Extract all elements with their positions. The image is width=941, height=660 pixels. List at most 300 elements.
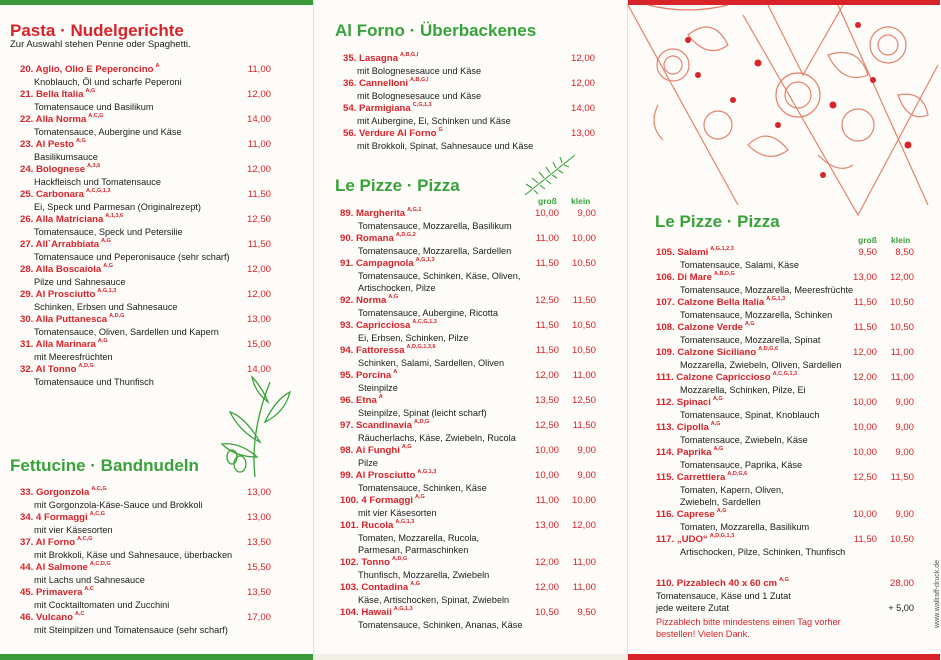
alforno-section-title: Al Forno · Überbackenes (335, 21, 537, 40)
pizza-item-row (340, 320, 596, 332)
pizza-item-desc: Artischocken, Pilze (358, 283, 436, 293)
menu-item-title (20, 114, 104, 125)
pizza-item-allergens: A,D,G,2 (395, 232, 416, 238)
menu-item-allergens: A,C (74, 611, 85, 617)
pizzablech-extra-price: + 5,00 (888, 603, 914, 613)
menu-item-name: 35. Lasagna (343, 53, 398, 64)
menu-item-row (20, 289, 275, 301)
pizza-item-desc: Pilze (358, 458, 378, 468)
pizza-item-name: 92. Norma (340, 295, 387, 306)
pizza-item-row (656, 472, 914, 484)
pizza-price-klein: 9,00 (895, 509, 914, 520)
pizza-item-name: 93. Capricciosa (340, 320, 411, 331)
menu-item-desc: mit Aubergine, Ei, Schinken und Käse (357, 116, 511, 126)
menu-item-title (20, 537, 92, 548)
alforno-list (343, 53, 595, 153)
pizza-item-name: 99. Al Prosciutto (340, 470, 416, 481)
menu-item-allergens: A,G (103, 263, 114, 269)
pizza-item-allergens: A,G (712, 396, 723, 402)
menu-item (20, 64, 275, 88)
pizza-item-desc: Ei, Erbsen, Schinken, Pilze (358, 333, 469, 343)
menu-item-title (20, 164, 100, 175)
pizza-item-desc: Tomaten, Mozzarella, Rucola, (358, 533, 480, 543)
menu-item-desc: Tomatensauce und Peperonisauce (sehr scharf) (34, 252, 230, 262)
pizza-item-desc: mit vier Käsesorten (358, 508, 437, 518)
menu-item-row (20, 164, 275, 176)
menu-item-name: 28. Alla Boscaiola (20, 264, 102, 275)
pizza-item-name: 112. Spinaci (656, 397, 711, 408)
pizza-item-row (656, 322, 914, 334)
menu-item-name: 44. Al Salmone (20, 562, 88, 573)
rosemary-sprig-icon (520, 150, 580, 200)
pizza-price-klein: 8,50 (895, 247, 914, 258)
menu-item-price: 13,50 (246, 587, 271, 598)
menu-item-desc: mit Meeresfrüchten (34, 352, 113, 362)
menu-item-allergens: C,G,1,3 (412, 102, 432, 108)
pizza-item-desc: Tomatensauce, Mozzarella, Spinat (680, 335, 821, 345)
pizza-item-title (340, 420, 429, 431)
menu-item-name: 33. Gorgonzola (20, 487, 90, 498)
pizza-item (340, 557, 596, 581)
pizza-price-klein: 10,50 (889, 297, 914, 308)
pizza-price-gross: 11,50 (853, 297, 877, 308)
pizza2-col-gross: groß (858, 235, 877, 245)
menu-item-allergens: A,D,G (109, 313, 125, 319)
pizza-item-name: 116. Caprese (656, 509, 715, 520)
pizza-item-title (656, 372, 797, 383)
menu-item-row (343, 103, 595, 115)
menu-item-title (343, 78, 428, 89)
pizza-price-klein: 10,50 (571, 345, 596, 356)
menu-item-desc: mit Steinpilzen und Tomatensauce (sehr scharf) (34, 625, 228, 635)
menu-item-title (20, 214, 123, 225)
pizza-item-name: 101. Rucola (340, 520, 394, 531)
pizza-item-desc: Mozzarella, Zwiebeln, Oliven, Sardellen (680, 360, 842, 370)
menu-item-price: 11,00 (247, 139, 271, 150)
menu-item (20, 612, 275, 636)
pizza-item-allergens: A,C,G,1,3 (772, 371, 798, 377)
pizza-item-desc: Tomatensauce, Mozzarella, Sardellen (358, 246, 512, 256)
menu-item-price: 12,00 (246, 89, 271, 100)
menu-item (20, 512, 275, 536)
pizza-item (656, 322, 914, 346)
pizza-item-allergens: A,G,1,3 (395, 519, 415, 525)
menu-item-title (20, 587, 94, 598)
menu-item-name: 54. Parmigiana (343, 103, 411, 114)
menu-item-title (20, 139, 86, 150)
pizza-item-desc: Tomatensauce, Zwiebeln, Käse (680, 435, 808, 445)
pizza-item (656, 272, 914, 296)
pizza-price-gross: 10,00 (852, 509, 877, 520)
pizza-item-name: 107. Calzone Bella Italia (656, 297, 765, 308)
pizza-item-title (340, 370, 397, 381)
pizza-item-desc: Tomatensauce, Mozzarella, Meeresfrüchte (680, 285, 854, 295)
pizza-item-name: 114. Paprika (656, 447, 712, 458)
pizza-item-desc: Steinpilze, Spinat (leicht scharf) (358, 408, 487, 418)
menu-item-name: 56. Verdure Al Forno (343, 128, 437, 139)
pizza-price-gross: 10,00 (852, 422, 877, 433)
pizza-price-gross: 12,00 (852, 372, 877, 383)
pizza-item-allergens: A,D,G,6 (758, 346, 779, 352)
menu-item-allergens: A,C,G (88, 113, 104, 119)
menu-item-name: 29. Al Prosciutto (20, 289, 96, 300)
menu-item-title (343, 103, 432, 114)
pizza-item-title (656, 447, 723, 458)
pizza-item-allergens: A,G (410, 581, 421, 587)
menu-item-title (20, 264, 113, 275)
pizza-item-row (340, 345, 596, 357)
pizza-item-desc: Tomatensauce, Paprika, Käse (680, 460, 803, 470)
pizza-item-allergens: A,G,1,3 (766, 296, 786, 302)
pizza-price-klein: 11,00 (572, 557, 596, 568)
menu-item-name: 30. Alla Puttanesca (20, 314, 108, 325)
pizza-item-desc: Räucherlachs, Käse, Zwiebeln, Rucola (358, 433, 516, 443)
pizza-price-gross: 12,50 (534, 420, 559, 431)
pizza1-col-klein: klein (571, 196, 591, 206)
pizza-price-klein: 9,00 (895, 447, 914, 458)
pizza1-col-gross: groß (538, 196, 557, 206)
pizza-item (656, 422, 914, 446)
pizza-item-row (656, 509, 914, 521)
pizza-price-gross: 10,00 (534, 470, 559, 481)
pizza-price-gross: 11,00 (535, 495, 559, 506)
menu-item-price: 15,00 (246, 339, 271, 350)
pizza-item-allergens: A (393, 369, 398, 375)
menu-item-row (20, 512, 275, 524)
pizza-item-allergens: A,G,1,3 (415, 257, 435, 263)
menu-item-desc: mit Brokkoli, Käse und Sahnesauce, überbacken (34, 550, 233, 560)
menu-item-name: 37. Al Forno (20, 537, 76, 548)
pizza-price-gross: 11,50 (535, 320, 559, 331)
pizza-item (656, 534, 914, 558)
pizza-item-allergens: A,G (716, 508, 727, 514)
menu-item-allergens: A,G (76, 138, 86, 144)
menu-item (20, 314, 275, 338)
menu-item-row (20, 239, 275, 251)
pizza-item (340, 208, 596, 232)
menu-item-row (20, 89, 275, 101)
pizza-item-name: 115. Carrettiera (656, 472, 726, 483)
pizza-item-allergens: A,G (415, 494, 425, 500)
pasta-subtitle: Zur Auswahl stehen Penne oder Spaghetti. (10, 39, 191, 50)
pasta-section-title: Pasta · Nudelgerichte (10, 21, 184, 40)
menu-item-allergens: A,C,G (91, 486, 107, 492)
pizza-item-allergens: A,G (744, 321, 755, 327)
pizza-item-row (656, 372, 914, 384)
menu-item (20, 164, 275, 188)
pizza-item-title (340, 258, 435, 269)
menu-item-desc: mit Bolognesesauce und Käse (357, 66, 482, 76)
menu-item-row (20, 139, 275, 151)
pizza-item-name: 117. „UDO“ (656, 534, 708, 545)
pizza-price-gross: 10,00 (852, 397, 877, 408)
pizza-item (340, 470, 596, 494)
pizza-item (656, 509, 914, 533)
menu-item-price: 12,50 (246, 214, 271, 225)
menu-item-price: 11,50 (247, 239, 271, 250)
menu-item-name: 21. Bella Italia (20, 89, 84, 100)
pizza-illustration-icon (628, 5, 940, 215)
pizza-price-klein: 9,00 (895, 397, 914, 408)
pizza-item-name: 103. Contadina (340, 582, 409, 593)
pizza-item-row (656, 297, 914, 309)
menu-item-name: 46. Vulcano (20, 612, 73, 623)
pizza-item-allergens: A,D,G (414, 419, 430, 425)
pizza-item-desc: Tomatensauce, Mozzarella, Basilikum (358, 221, 512, 231)
pizza-price-klein: 11,50 (572, 295, 596, 306)
pasta-list (20, 64, 275, 389)
pizza-item-desc: Tomatensauce, Schinken, Ananas, Käse (358, 620, 523, 630)
pizza-price-klein: 11,00 (890, 347, 914, 358)
pizza-item-row (340, 582, 596, 594)
pizza-item-desc: Käse, Artischocken, Spinat, Zwiebeln (358, 595, 510, 605)
pizza-item-allergens: A,D,G (391, 556, 408, 562)
pizza-price-klein: 11,50 (572, 420, 596, 431)
menu-item (20, 239, 275, 263)
pizza-item-title (656, 247, 734, 258)
menu-item-name: 24. Bolognese (20, 164, 86, 175)
pizza-item (340, 607, 596, 631)
pizza-item-allergens: A (378, 394, 383, 400)
pizza-item-row (340, 420, 596, 432)
pizza-item-title (656, 297, 785, 308)
menu-item-desc: Pilze und Sahnesauce (34, 277, 126, 287)
pizza-item-allergens: A,D,G,6 (727, 471, 748, 477)
pizza-item-allergens: A,G (401, 444, 412, 450)
pizza-item-title (656, 397, 723, 408)
pizza-item-row (340, 445, 596, 457)
pizza-item (656, 397, 914, 421)
pizzablech-note-2: bestellen! Vielen Dank. (656, 629, 750, 639)
menu-item-price: 14,00 (246, 364, 271, 375)
fettucine-list (20, 487, 275, 637)
menu-item-row (343, 128, 595, 140)
menu-item-row (20, 264, 275, 276)
menu-item-title (20, 64, 159, 75)
menu-item-allergens: A,G (85, 88, 96, 94)
pizza-price-gross: 11,00 (535, 233, 559, 244)
menu-item-allergens: A,G,1,3 (97, 288, 117, 294)
pizza-price-klein: 10,50 (889, 322, 914, 333)
menu-item-row (20, 114, 275, 126)
menu-item-price: 12,00 (246, 264, 271, 275)
pizza-item-row (656, 397, 914, 409)
pizza-item-desc: Tomatensauce, Aubergine, Ricotta (358, 308, 498, 318)
menu-item (20, 587, 275, 611)
menu-item-desc: Tomatensauce und Basilikum (34, 102, 154, 112)
menu-item-price: 13,00 (246, 314, 271, 325)
pizza-item (340, 520, 596, 556)
menu-item (20, 364, 275, 388)
pizzablech-note-1: Pizzablech bitte mindestens einen Tag vorher (656, 617, 841, 627)
pizza-price-klein: 10,00 (571, 495, 596, 506)
menu-item-name: 25. Carbonara (20, 189, 84, 200)
pizza-item-name: 100. 4 Formaggi (340, 495, 414, 506)
pizza-item-row (656, 447, 914, 459)
pizza-price-gross: 12,00 (534, 370, 559, 381)
menu-item-title (20, 339, 108, 350)
pizza-item-allergens: A,G,1,3 (417, 469, 437, 475)
pizza-item-title (340, 395, 383, 406)
menu-item-price: 11,50 (247, 189, 271, 200)
menu-item (20, 562, 275, 586)
pizza-item-desc: Steinpilze (358, 383, 398, 393)
menu-item-name: 31. Alla Marinara (20, 339, 96, 350)
pizza-item-title (656, 534, 734, 545)
pizza-item-row (656, 422, 914, 434)
pizza-item-desc: Thunfisch, Mozzarella, Zwiebeln (358, 570, 490, 580)
menu-item-title (343, 128, 443, 139)
pizza-price-gross: 11,50 (535, 258, 559, 269)
pizza-item-row (340, 233, 596, 245)
pizza-price-klein: 9,00 (895, 422, 914, 433)
menu-item-price: 15,50 (246, 562, 271, 573)
pizza-item-allergens: A,G,1 (407, 207, 422, 213)
pizza-price-gross: 10,00 (534, 445, 559, 456)
menu-item-title (20, 487, 107, 498)
pizza-price-gross: 10,00 (852, 447, 877, 458)
menu-item-name: 45. Primavera (20, 587, 83, 598)
pizza-item-name: 96. Etna (340, 395, 377, 406)
menu-item-price: 14,00 (246, 114, 271, 125)
pizza-price-klein: 10,50 (571, 320, 596, 331)
pizza-item-name: 113. Cipolla (656, 422, 709, 433)
pizza-item-title (340, 520, 414, 531)
menu-item (20, 189, 275, 213)
pizza-item-desc: Schinken, Salami, Sardellen, Oliven (358, 358, 505, 368)
pizza-price-klein: 11,50 (890, 472, 914, 483)
menu-item (20, 289, 275, 313)
pizza-item-row (656, 347, 914, 359)
pizza-item-allergens: A,G,1,2,3 (710, 246, 734, 252)
pizza-price-gross: 12,00 (534, 557, 559, 568)
pizza-item-row (340, 520, 596, 532)
pizza-item (656, 472, 914, 508)
pizza1-list (340, 208, 596, 632)
pizza-item (340, 445, 596, 469)
menu-item-title (20, 314, 124, 325)
menu-item-row (20, 562, 275, 574)
menu-item-desc: mit Lachs und Sahnesauce (34, 575, 145, 585)
pizza-item-title (656, 472, 747, 483)
menu-item (20, 264, 275, 288)
pizza-item-allergens: A,B,D,G (714, 271, 735, 277)
menu-item-price: 12,00 (246, 164, 271, 175)
menu-item-row (20, 339, 275, 351)
pizza-item-allergens: A,G,1,3 (393, 606, 413, 612)
pizza-item (340, 495, 596, 519)
pizza-item-allergens: A,D,G,1,3,6 (406, 344, 436, 350)
menu-item-desc: mit Bolognesesauce und Käse (357, 91, 482, 101)
pizza-item-name: 111. Calzone Capriccioso (656, 372, 771, 383)
pizzablech-allergens: A,G (779, 577, 789, 583)
pizza-item-row (340, 395, 596, 407)
pizza-item-allergens: A,D,G,1,3 (709, 533, 735, 539)
pizza-item-title (340, 208, 421, 219)
pizza-item-title (340, 345, 436, 356)
menu-item-price: 12,00 (570, 53, 595, 64)
pizza-item-desc: Tomatensauce, Schinken, Käse (358, 483, 487, 493)
pizza-item-desc: Tomaten, Mozzarella, Basilikum (680, 522, 810, 532)
menu-item-name: 20. Aglio, Olio E Peperoncino (20, 64, 154, 75)
pizza-item-title (340, 557, 407, 568)
pizza-price-klein: 12,00 (889, 272, 914, 283)
menu-item (20, 114, 275, 138)
pizzablech-desc: Tomatensauce, Käse und 1 Zutat (656, 591, 791, 601)
pizza-price-klein: 9,00 (577, 208, 596, 219)
pizza-item (656, 347, 914, 371)
menu-item-desc: Ei, Speck und Parmesan (Originalrezept) (34, 202, 201, 212)
menu-item-price: 13,00 (246, 512, 271, 523)
pizza-item-name: 109. Calzone Siciliano (656, 347, 757, 358)
menu-item-row (20, 364, 275, 376)
pizza-item-row (656, 247, 914, 259)
pizza-item-allergens: A,G (710, 421, 721, 427)
pizza-item (656, 372, 914, 396)
menu-item-desc: Tomatensauce und Thunfisch (34, 377, 154, 387)
menu-item-name: 27. All`Arrabbiata (20, 239, 100, 250)
pizza-item (340, 258, 596, 294)
pizza-price-klein: 10,50 (571, 258, 596, 269)
menu-item-row (20, 612, 275, 624)
menu-item-title (20, 562, 111, 573)
pizza-item-title (656, 347, 778, 358)
menu-item-row (20, 487, 275, 499)
menu-item-title (20, 612, 84, 623)
menu-item-price: 17,00 (246, 612, 271, 623)
menu-item-allergens: A,G (97, 338, 108, 344)
pizza-price-gross: 11,50 (853, 322, 877, 333)
pizza-item-name: 98. Ai Funghi (340, 445, 400, 456)
pizza-item (340, 233, 596, 257)
pizza-price-klein: 10,50 (889, 534, 914, 545)
menu-item (20, 339, 275, 363)
pizzablech-price: 28,00 (889, 578, 914, 589)
pizza-item (656, 447, 914, 471)
pizza-item-title (656, 422, 721, 433)
pizzablech-name: 110. Pizzablech 40 x 60 cm (656, 578, 778, 589)
pizza-item-row (340, 370, 596, 382)
menu-item-row (20, 214, 275, 226)
pizza-price-gross: 12,00 (852, 347, 877, 358)
fettucine-section-title: Fettucine · Bandnudeln (10, 456, 199, 475)
pizza-item-row (340, 495, 596, 507)
pizza-item-name: 105. Salami (656, 247, 709, 258)
pizza-item-title (656, 272, 735, 283)
menu-item-price: 13,00 (570, 128, 595, 139)
pizza-item-row (340, 470, 596, 482)
menu-item (343, 103, 595, 127)
menu-item-row (20, 587, 275, 599)
pizza-item-title (340, 495, 425, 506)
pizza-price-gross: 11,50 (853, 534, 877, 545)
menu-item-name: 36. Cannelloni (343, 78, 409, 89)
menu-item-allergens: A,C,G,1,3 (86, 188, 111, 194)
menu-item-row (20, 189, 275, 201)
menu-item-allergens: A (155, 63, 160, 69)
pizza-item-name: 94. Fattoressa (340, 345, 405, 356)
menu-item-price: 13,50 (246, 537, 271, 548)
menu-item-price: 11,00 (247, 64, 271, 75)
pizza-item-desc: Tomatensauce, Salami, Käse (680, 260, 799, 270)
menu-item-allergens: G (438, 127, 443, 133)
menu-item-allergens: A,C (84, 586, 94, 592)
menu-item-allergens: A,B,G,I (410, 77, 429, 83)
menu-item-allergens: A,3,6 (87, 163, 101, 169)
pizza-price-klein: 11,00 (572, 582, 596, 593)
menu-item (20, 89, 275, 113)
pizza-price-klein: 9,00 (577, 445, 596, 456)
